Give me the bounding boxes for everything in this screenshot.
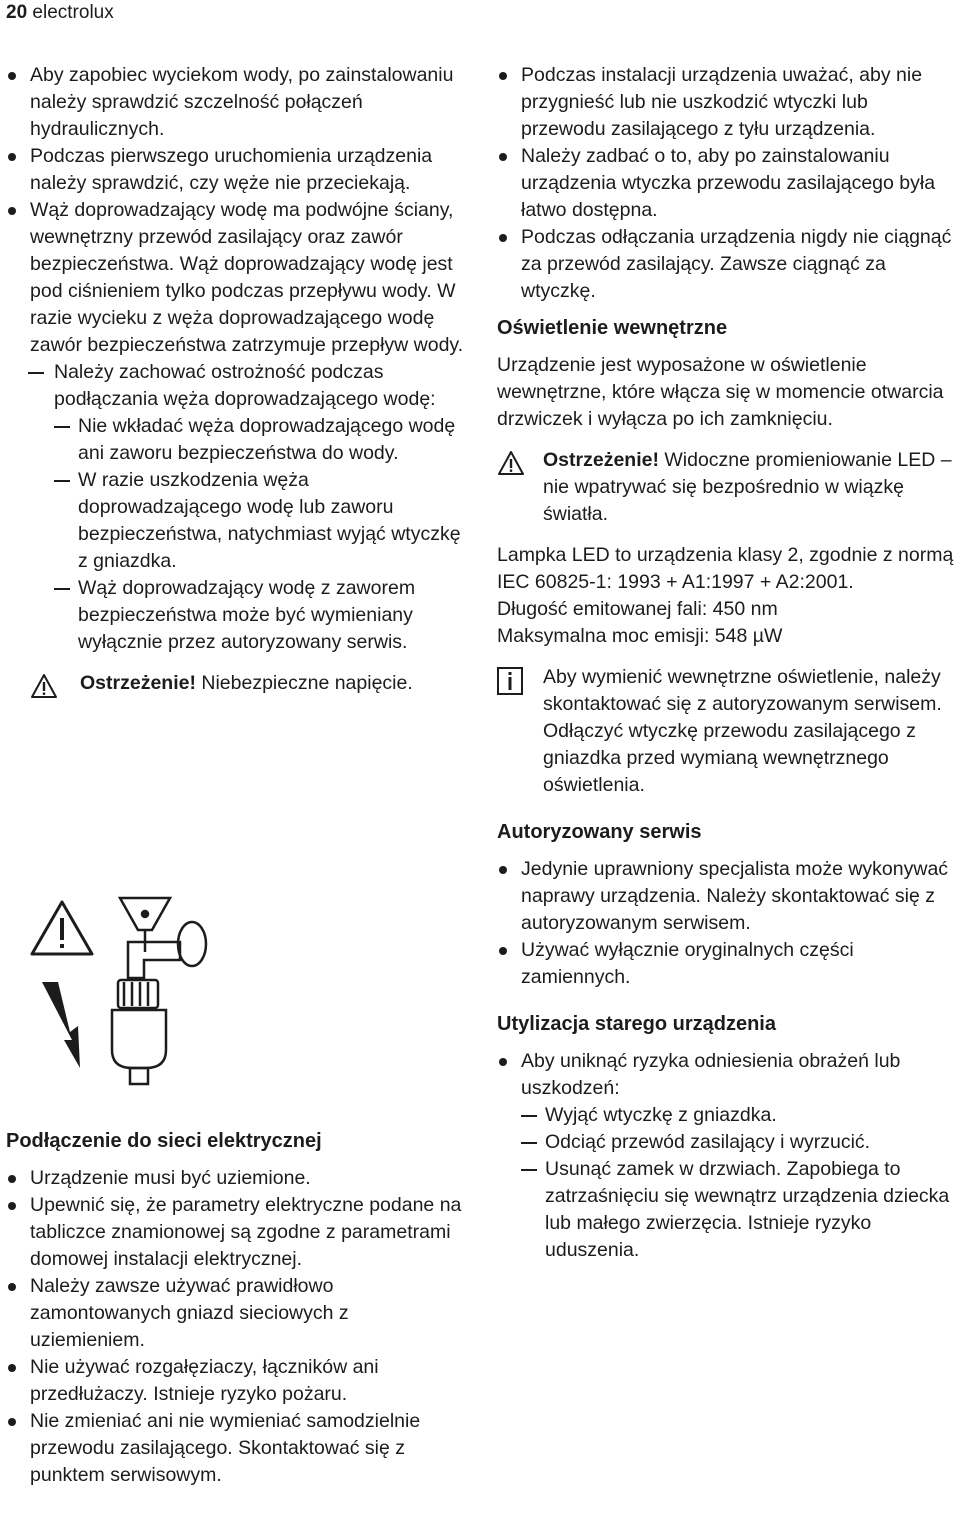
sub-dash-item: Nie wkładać węża doprowadzającego wodę ani zaworu bezpieczeństwa do wody.	[6, 413, 468, 467]
page-header	[6, 2, 114, 24]
led-warning	[497, 447, 955, 528]
electric-section	[6, 1128, 468, 1489]
warning-label: Ostrzeżenie!	[80, 672, 196, 694]
list-item: Nie zmieniać ani nie wymieniać samodzielnie przewodu zasilającego. Skontaktować się z punktem serwisowym.	[6, 1408, 468, 1489]
list-item: Należy zadbać o to, aby po zainstalowaniu urządzenia wtyczka przewodu zasilającego była łatwo dostępna.	[497, 143, 955, 224]
dash-item: Usunąć zamek w drzwiach. Zapobiega to zatrzaśnięciu się wewnątrz urządzenia dziecka lub małego zwierzęcia. Istnieje ryzyko uduszenia.	[497, 1156, 955, 1264]
list-item: Aby zapobiec wyciekom wody, po zainstalowaniu należy sprawdzić szczelność połączeń hydraulicznych.	[6, 62, 468, 143]
info-icon	[497, 667, 523, 703]
dash-item: Wyjąć wtyczkę z gniazdka.	[497, 1102, 955, 1129]
list-item: Podczas instalacji urządzenia uważać, aby nie przygnieść lub nie uszkodzić wtyczki lub przewodu zasilającego z tyłu urządzenia.	[497, 62, 955, 143]
paragraph: Długość emitowanej fali: 450 nm	[497, 598, 778, 620]
safety-valve-illustration	[20, 890, 440, 1095]
section-heading: Oświetlenie wewnętrzne	[497, 317, 728, 339]
info-note	[497, 664, 955, 799]
right-column	[497, 62, 955, 1264]
section-heading: Podłączenie do sieci elektrycznej	[6, 1130, 322, 1152]
safety-valve-icon	[112, 980, 166, 1084]
hazard-triangle-icon	[32, 902, 92, 954]
lightning-bolt-icon	[42, 982, 80, 1068]
warning-text: Niebezpieczne napięcie.	[201, 672, 413, 694]
list-item: Aby uniknąć ryzyka odniesienia obrażeń lub uszkodzeń:	[497, 1048, 955, 1102]
list-item: Urządzenie musi być uziemione.	[6, 1165, 468, 1192]
warning-text: Widoczne promieniowanie LED – nie wpatrywać się bezpośrednio w wiązkę światła.	[543, 449, 952, 525]
list-item: Podczas pierwszego uruchomienia urządzenia należy sprawdzić, czy węże nie przeciekają.	[6, 143, 468, 197]
info-text: Odłączyć wtyczkę przewodu zasilającego z gniazdka przed wymianą wewnętrznego oświetlenia.	[543, 720, 916, 796]
warning-triangle-icon	[497, 450, 525, 484]
page-number: 20	[6, 2, 28, 23]
warning-label: Ostrzeżenie!	[543, 449, 659, 471]
voltage-warning	[6, 670, 468, 697]
list-item: Upewnić się, że parametry elektryczne podane na tabliczce znamionowej są zgodne z parametrami domowej instalacji elektrycznej.	[6, 1192, 468, 1273]
paragraph: Maksymalna moc emisji: 548 µW	[497, 625, 783, 647]
paragraph: Lampka LED to urządzenia klasy 2, zgodnie z normą IEC 60825-1: 1993 + A1:1997 + A2:2001.	[497, 544, 954, 593]
sub-dash-item: Wąż doprowadzający wodę z zaworem bezpieczeństwa może być wymieniany wyłącznie przez autoryzowany serwis.	[6, 575, 468, 656]
list-item: Należy zawsze używać prawidłowo zamontowanych gniazd sieciowych z uziemieniem.	[6, 1273, 468, 1354]
left-column	[6, 62, 468, 697]
list-item: Wąż doprowadzający wodę ma podwójne ściany, wewnętrzny przewód zasilający oraz zawór bezpieczeństwa. Wąż doprowadzający wodę jest pod ciśnieniem tylko podczas przepływu wody. W razie wycieku z węża doprowadzającego wodę zawór bezpieczeństwa zatrzymuje przepływ wody.	[6, 197, 468, 359]
list-item: Używać wyłącznie oryginalnych części zamiennych.	[497, 937, 955, 991]
warning-triangle-icon	[30, 673, 58, 707]
list-item: Nie używać rozgałęziaczy, łączników ani przedłużaczy. Istnieje ryzyko pożaru.	[6, 1354, 468, 1408]
sub-dash-item: W razie uszkodzenia węża doprowadzającego wodę lub zaworu bezpieczeństwa, natychmiast wyjąć wtyczkę z gniazdka.	[6, 467, 468, 575]
water-tap-icon	[120, 898, 206, 978]
section-heading: Utylizacja starego urządzenia	[497, 1013, 776, 1035]
list-item: Jedynie uprawniony specjalista może wykonywać naprawy urządzenia. Należy skontaktować się z autoryzowanym serwisem.	[497, 856, 955, 937]
section-heading: Autoryzowany serwis	[497, 821, 702, 843]
list-item: Podczas odłączania urządzenia nigdy nie ciągnąć za przewód zasilający. Zawsze ciągnąć za wtyczkę.	[497, 224, 955, 305]
info-text: Aby wymienić wewnętrzne oświetlenie, należy skontaktować się z autoryzowanym serwisem.	[543, 666, 942, 715]
dash-item: Należy zachować ostrożność podczas podłączania węża doprowadzającego wodę:	[6, 359, 468, 413]
brand-name: electrolux	[32, 2, 114, 23]
dash-item: Odciąć przewód zasilający i wyrzucić.	[497, 1129, 955, 1156]
paragraph: Urządzenie jest wyposażone w oświetlenie wewnętrzne, które włącza się w momencie otwarcia drzwiczek i wyłącza po ich zamknięciu.	[497, 354, 944, 430]
